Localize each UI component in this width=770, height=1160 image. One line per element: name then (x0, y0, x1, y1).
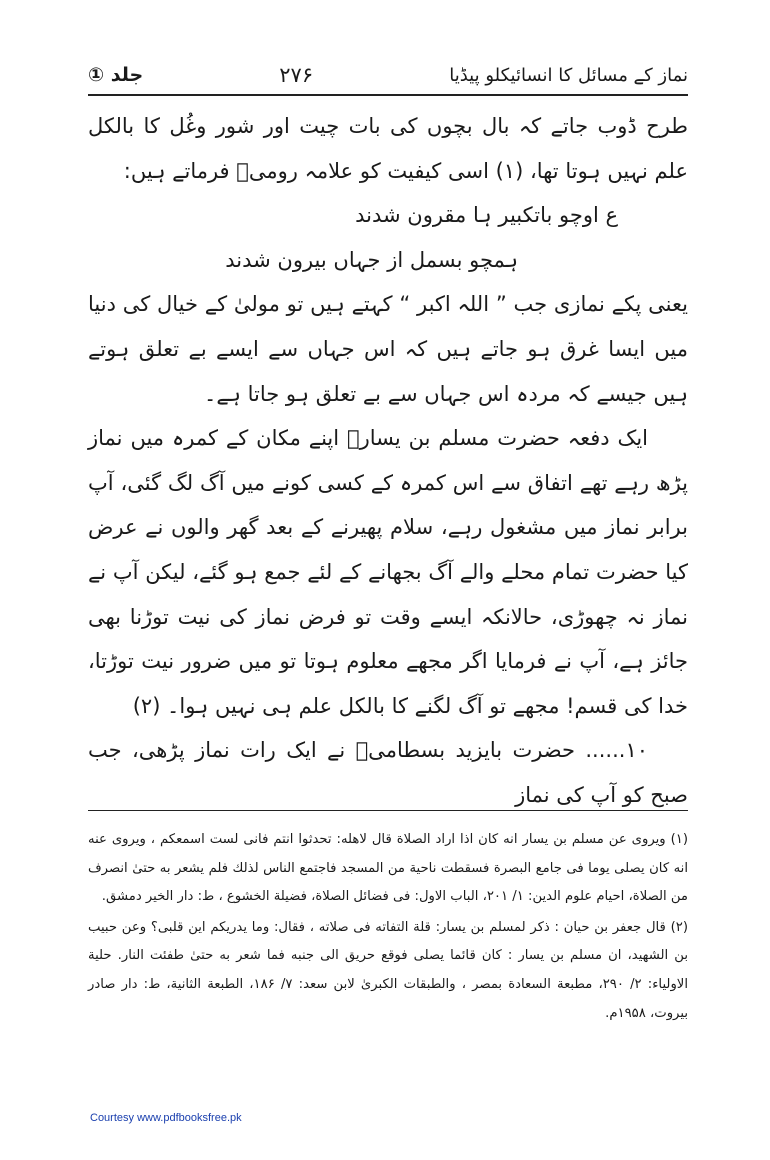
header-divider (88, 94, 688, 96)
volume-label: جلد ① (88, 64, 144, 86)
paragraph-2: یعنی پکے نمازی جب ” اللہ اکبر “ کہتے ہیں تو مولیٰ کے خیال کی دنیا میں ایسا غرق ہو جاتے ہیں کہ اس جہاں سے ایسے بے تعلق ہوتے ہیں جیسے کہ مردہ اس جہاں سے بے تعلق ہو جاتا ہے۔ (88, 292, 688, 406)
courtesy-link[interactable]: Courtesy www.pdfbooksfree.pk (90, 1112, 242, 1124)
page-header (88, 58, 688, 92)
footnote-divider (88, 810, 688, 811)
footnote-2: (۲) قال جعفر بن حيان : ذكر لمسلم بن يسار: قلة التفاته فى صلاته ، فقال: وما يدريكم اين قلبى؟ وعن حبيب بن الشهيد، ان مسلم بن يسار : كان قائما يصلى فوقع حريق الى جنبه فما شعر به حتىٰ طفئت النار. حلية الاولياء: ۲/ ۲۹۰، مطبعة السعادة بمصر ، والطبقات الكبرىٰ لابن سعد: ۷/ ۱۸۶، الطبعة الثانية، ط: دار صادر بيروت، ۱۹۵۸م. (88, 919, 688, 1021)
paragraph-4: ۱۰...... حضرت بایزید بسطامیؒ نے ایک رات نماز پڑھی، جب صبح کو آپ کی نماز (88, 738, 688, 807)
footnote-1: (۱) ويروى عن مسلم بن يسار انه كان اذا اراد الصلاة قال لاهله: تحدثوا انتم فانى لست اسمعكم ، ويروى عنه انه كان يصلى يوما فى جامع البصرة فسقطت ناحية من المسجد فاجتمع الناس لذلك فلم يشعر به حتىٰ انصرف من الصلاة، احيام علوم الدين: ۱/ ۲۰۱، الباب الاول: فى فضائل الصلاة، فضيلة الخشوع ، ط: دار الخير دمشق. (88, 832, 688, 905)
verse-line-1: ع اوچو باتکبیر ہا مقرون شدند (355, 203, 618, 228)
main-text (88, 104, 688, 818)
page-number: ۲۷۶ (279, 63, 314, 87)
footnotes (88, 826, 688, 1030)
paragraph-3: ایک دفعہ حضرت مسلم بن یسارؒ اپنے مکان کے کمرہ میں نماز پڑھ رہے تھے اتفاق سے اس کمرہ کے کسی کونے میں آگ لگ گئی، آپ برابر نماز میں مشغول رہے، سلام پھیرنے کے بعد گھر والوں نے عرض کیا حضرت تمام محلے والے آگ بجھانے کے لئے جمع ہو گئے، لیکن آپ نے نماز نہ چھوڑی، حالانکہ ایسے وقت تو فرض نماز کی نیت توڑنا بھی جائز ہے، آپ نے فرمایا اگر مجھے معلوم ہوتا تو میں ضرور نیت توڑتا، خدا کی قسم! مجھے تو آگ لگنے کا بالکل علم ہی نہیں ہوا۔ (۲) (88, 426, 688, 718)
verse-line-2: ہمچو بسمل از جہاں بیرون شدند (225, 247, 518, 272)
paragraph-1: طرح ڈوب جاتے کہ بال بچوں کی بات چیت اور شور وغُل کا بالکل علم نہیں ہوتا تھا، (۱) اسی کیفیت کو علامہ رومیؒ فرماتے ہیں: (88, 114, 688, 183)
book-title: نماز کے مسائل کا انسائیکلو پیڈیا (449, 64, 688, 86)
